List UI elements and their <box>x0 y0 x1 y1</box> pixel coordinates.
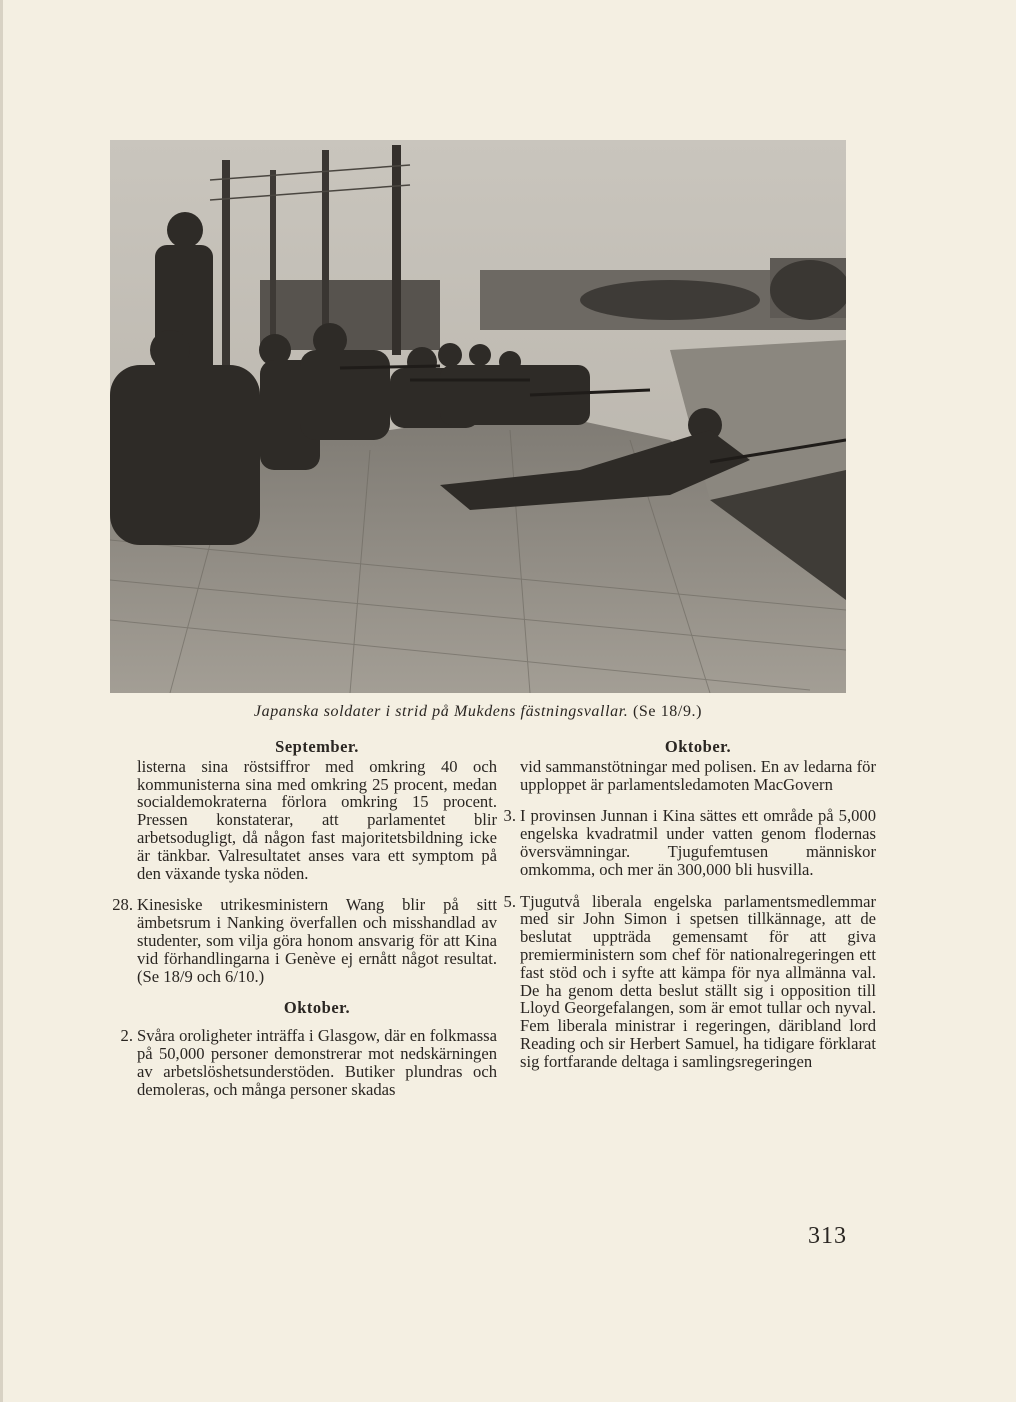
left-heading-oktober: Oktober. <box>283 998 351 1018</box>
caption-italic: Japanska soldater i strid på Mukdens fästningsvallar. <box>253 703 629 720</box>
entry-5 <box>503 891 876 1071</box>
caption-reference: (Se 18/9.) <box>632 703 703 720</box>
entry-3-number: 3. <box>503 806 516 826</box>
entry-28 <box>112 895 497 986</box>
page-number: 313 <box>808 1223 847 1249</box>
right-heading: Oktober. <box>664 737 732 756</box>
soldiers-photograph <box>110 140 846 693</box>
entry-3-text: I provinsen Junnan i Kina sättes ett område på 5,000 engelska kvadratmil under vatten genom flodernas översvämningar. Tjugufemtusen människor omkomma, och mer än 300,000 bli husvilla. <box>520 806 876 879</box>
entry-2-number: 2. <box>120 1026 133 1046</box>
entry-3 <box>503 806 876 879</box>
left-heading: September. <box>275 737 359 756</box>
entry-28-number: 28. <box>112 895 133 915</box>
left-intro-paragraph: listerna sina röstsiffror med omkring 40 och kommunisterna sina med omkring 25 procent, medan socialdemokraterna förlora omkring 15 procent. Pressen konstaterar, att parlamentet blir arbetsodugligt, då någon fast majoritetsbildning icke är tänkbar. Valresultatet anses vara ett symptom på den växande tyska nöden. <box>137 756 497 883</box>
entry-2 <box>120 1026 497 1099</box>
entry-28-text: Kinesiske utrikesministern Wang blir på sitt ämbetsrum i Nanking överfallen och misshandlad av studenter, som vilja göra honom ansvarig för att Kina vid förhandlingarna i Genève ej ernått något resultat. (Se 18/9 och 6/10.) <box>137 895 497 986</box>
photo-caption <box>110 703 846 721</box>
entry-5-text: Tjugutvå liberala engelska parlamentsmedlemmar med sir John Simon i spetsen tillkännage, att de beslutat uppträda gemensamt för att giva premierministern som chef för nationalregeringen ett fast stöd och i syfte att kämpa för nya allmänna val. De ha genom detta beslut ställt sig i opposition till Lloyd Georgefalangen, som är emot tullar och nyval. Fem liberala ministrar i regeringen, däribland lord Reading och sir Herbert Samuel, ha tidigare förklarat sig fortfarande deltaga i samlingsregeringen <box>520 891 876 1071</box>
right-column <box>503 737 876 1071</box>
right-intro-paragraph: vid sammanstötningar med polisen. En av ledarna för upploppet är parlamentsledamoten MacGovern <box>520 756 876 794</box>
photo-illustration <box>110 140 846 693</box>
entry-5-number: 5. <box>503 891 516 911</box>
entry-2-text: Svåra oroligheter inträffa i Glasgow, där en folkmassa på 50,000 personer demonstrerar mot nedskärningen av arbetslöshetsunderstöden. Butiker plundras och demoleras, och många personer skadas <box>137 1026 497 1099</box>
left-column <box>112 737 497 1099</box>
